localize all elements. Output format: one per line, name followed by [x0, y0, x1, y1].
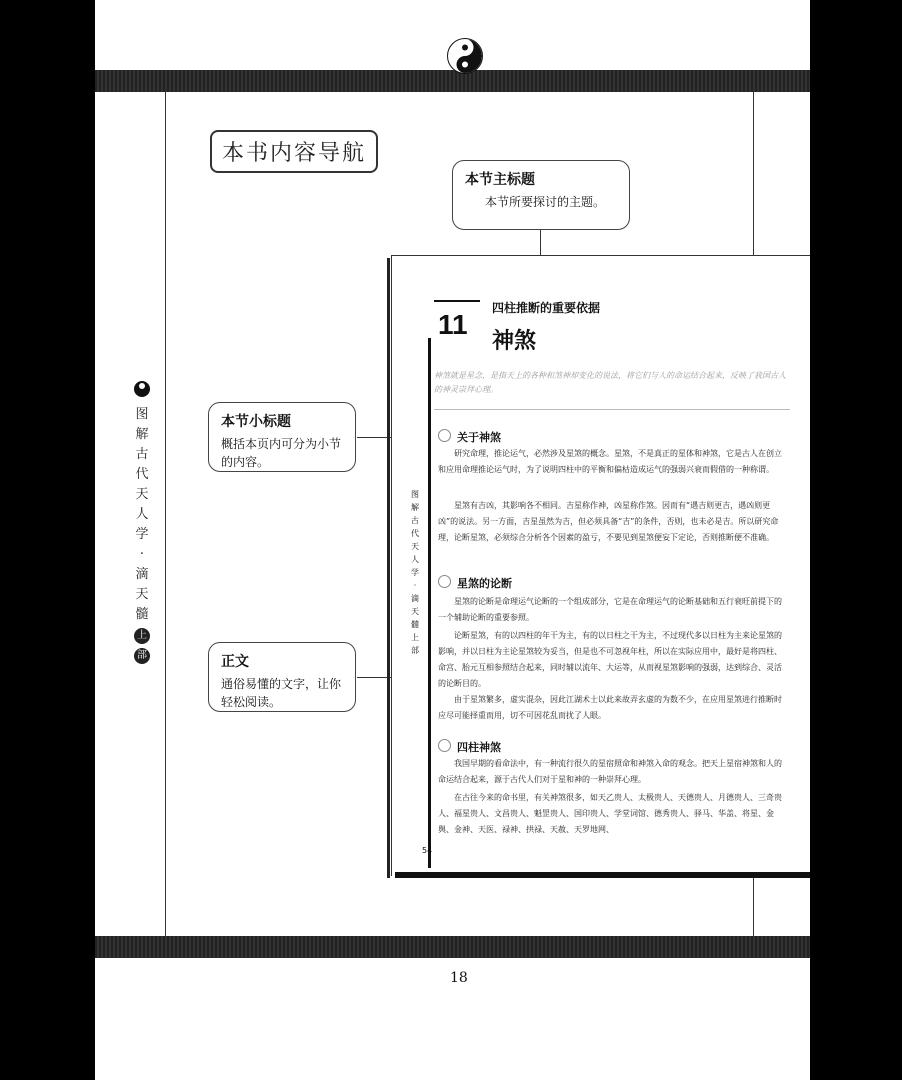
body-paragraph: 论断星煞，有的以四柱的年干为主，有的以日柱之干为主，不过现代多以日柱为主来论星煞的影响，并以日柱为主论星煞较为妥当，但是也不可忽视年柱，所以在实际应用中，最好是将四柱、命宫、胎元互相参照结合起来，同时辅以流年、大运等，从而视星煞影响的强弱，达到综合、灵活的论断目的。: [438, 631, 782, 688]
callout-sub-title: [208, 402, 356, 472]
vertical-title-char: 滴: [135, 567, 149, 582]
page: [95, 0, 810, 1080]
vertical-title-char: 解: [135, 427, 149, 442]
vertical-title-char: 滴: [411, 594, 419, 603]
body-paragraph: 星煞有吉凶，其影响各不相同。吉星称作神，凶星称作煞。因而有“遇吉则更吉，遇凶则更凶”的说法。另一方面，吉星虽然为吉，但必须具备“吉”的条件，否则，也未必是吉。所以研究命理，论断星煞，必须综合分析各个因素的盈亏，不要见到星煞便妄下定论，否则推断便不准确。: [438, 501, 779, 542]
section-rule: [434, 300, 480, 302]
vertical-title-char: 代: [411, 529, 419, 538]
right-margin-line-bottom: [753, 876, 754, 936]
vertical-title-char: 学: [411, 568, 419, 577]
inner-page-shadow-left: [387, 258, 390, 878]
callout-heading: 本节主标题: [465, 172, 535, 188]
section-number: 11: [438, 309, 468, 340]
swirl-icon: [132, 380, 152, 405]
callout-desc: 本节所要探讨的主题。: [485, 195, 606, 209]
vertical-title-char: 髓: [135, 607, 149, 622]
inner-page-sample: [391, 255, 810, 876]
vertical-title-char: 代: [135, 467, 149, 482]
callout-main-title: [452, 160, 630, 230]
section-intro: 神煞就是星念，是指天上的各种和煞神却变化的说法，将它们与人的命运结合起来，反映了我国古人的神灵崇拜心理。: [434, 371, 786, 394]
vertical-title-char: 古: [135, 447, 149, 462]
vertical-title-char: ·: [139, 547, 145, 562]
vertical-title-char: 髓: [411, 620, 419, 629]
vertical-title-char: 天: [135, 587, 149, 602]
body-paragraph: 在古往今来的命书里，有关神煞很多，如天乙贵人、太极贵人、天德贵人、月德贵人、三奇贵人、福星贵人、文昌贵人、魁罡贵人、国印贵人、学堂词馆、德秀贵人、驿马、华盖、将星、金舆、金神、天医、禄神、拱禄、天赦、天罗地网、: [438, 793, 782, 834]
subsection-heading: 关于神煞: [438, 429, 501, 445]
top-band: [95, 70, 810, 92]
body-paragraph: 由于星煞繁多，虚实混杂，因此江湖术士以此来故弄玄虚的为数不少，在应用星煞进行推断时应尽可能择重而用，切不可因花乱而扰了人眼。: [438, 695, 782, 720]
vertical-book-title: [132, 380, 152, 665]
vertical-title-char: 图: [135, 407, 149, 422]
left-margin-line: [165, 92, 166, 936]
section-title: 神煞: [492, 328, 537, 354]
callout-heading: 本节小标题: [221, 414, 291, 430]
callout-heading: 正文: [221, 654, 249, 670]
vertical-title-char: 天: [411, 542, 419, 551]
volume-badge: 部: [134, 648, 150, 664]
vertical-title-char: ·: [413, 581, 417, 590]
flower-icon: [438, 739, 451, 752]
intro-divider: [434, 409, 790, 410]
flower-icon: [438, 429, 451, 442]
body-paragraph: 研究命理，推论运气，必然涉及星煞的概念。星煞，不是真正的星体和神煞，它是古人在创立和应用命理推论运气时，为了说明四柱中的平衡和偏枯造成运气的强弱兴衰而假借的一种称谓。: [438, 449, 782, 474]
vertical-title-char: 人: [135, 507, 149, 522]
volume-badge: 上部: [411, 633, 419, 655]
inner-page-shadow: [395, 872, 810, 878]
page-number: 18: [450, 970, 468, 986]
callout-desc: 概括本页内可分为小节的内容。: [221, 437, 342, 469]
inner-vertical-title: [408, 488, 422, 657]
section-subtitle: 四柱推断的重要依据: [492, 301, 601, 315]
vertical-title-char: 天: [411, 607, 419, 616]
nav-title: 本书内容导航: [210, 130, 378, 173]
subsection-heading: 四柱神煞: [438, 739, 501, 755]
inner-page-number: 54: [422, 846, 433, 855]
vertical-title-char: 解: [411, 503, 419, 512]
callout-desc: 通俗易懂的文字，让你轻松阅读。: [221, 677, 342, 709]
callout-body: [208, 642, 356, 712]
body-paragraph: 我国早期的看命法中，有一种流行很久的星宿照命和神煞入命的观念。把天上星宿神煞和人的命运结合起来，源于古代人们对于星和神的一种崇拜心理。: [438, 759, 782, 784]
vertical-title-char: 学: [135, 527, 149, 542]
vertical-title-char: 图: [411, 490, 419, 499]
vertical-title-char: 古: [411, 516, 419, 525]
bottom-band: [95, 936, 810, 958]
yin-yang-icon: [447, 38, 483, 74]
volume-badge: 上: [134, 628, 150, 644]
flower-icon: [438, 575, 451, 588]
right-margin-line-top: [753, 92, 754, 257]
subsection-heading: 星煞的论断: [438, 575, 512, 591]
vertical-title-char: 天: [135, 487, 149, 502]
body-paragraph: 星煞的论断是命理运气论断的一个组成部分，它是在命理运气的论断基础和五行衰旺前提下的一个辅助论断的重要参照。: [438, 597, 782, 622]
inner-left-bar: [428, 338, 431, 868]
vertical-title-char: 人: [411, 555, 419, 564]
